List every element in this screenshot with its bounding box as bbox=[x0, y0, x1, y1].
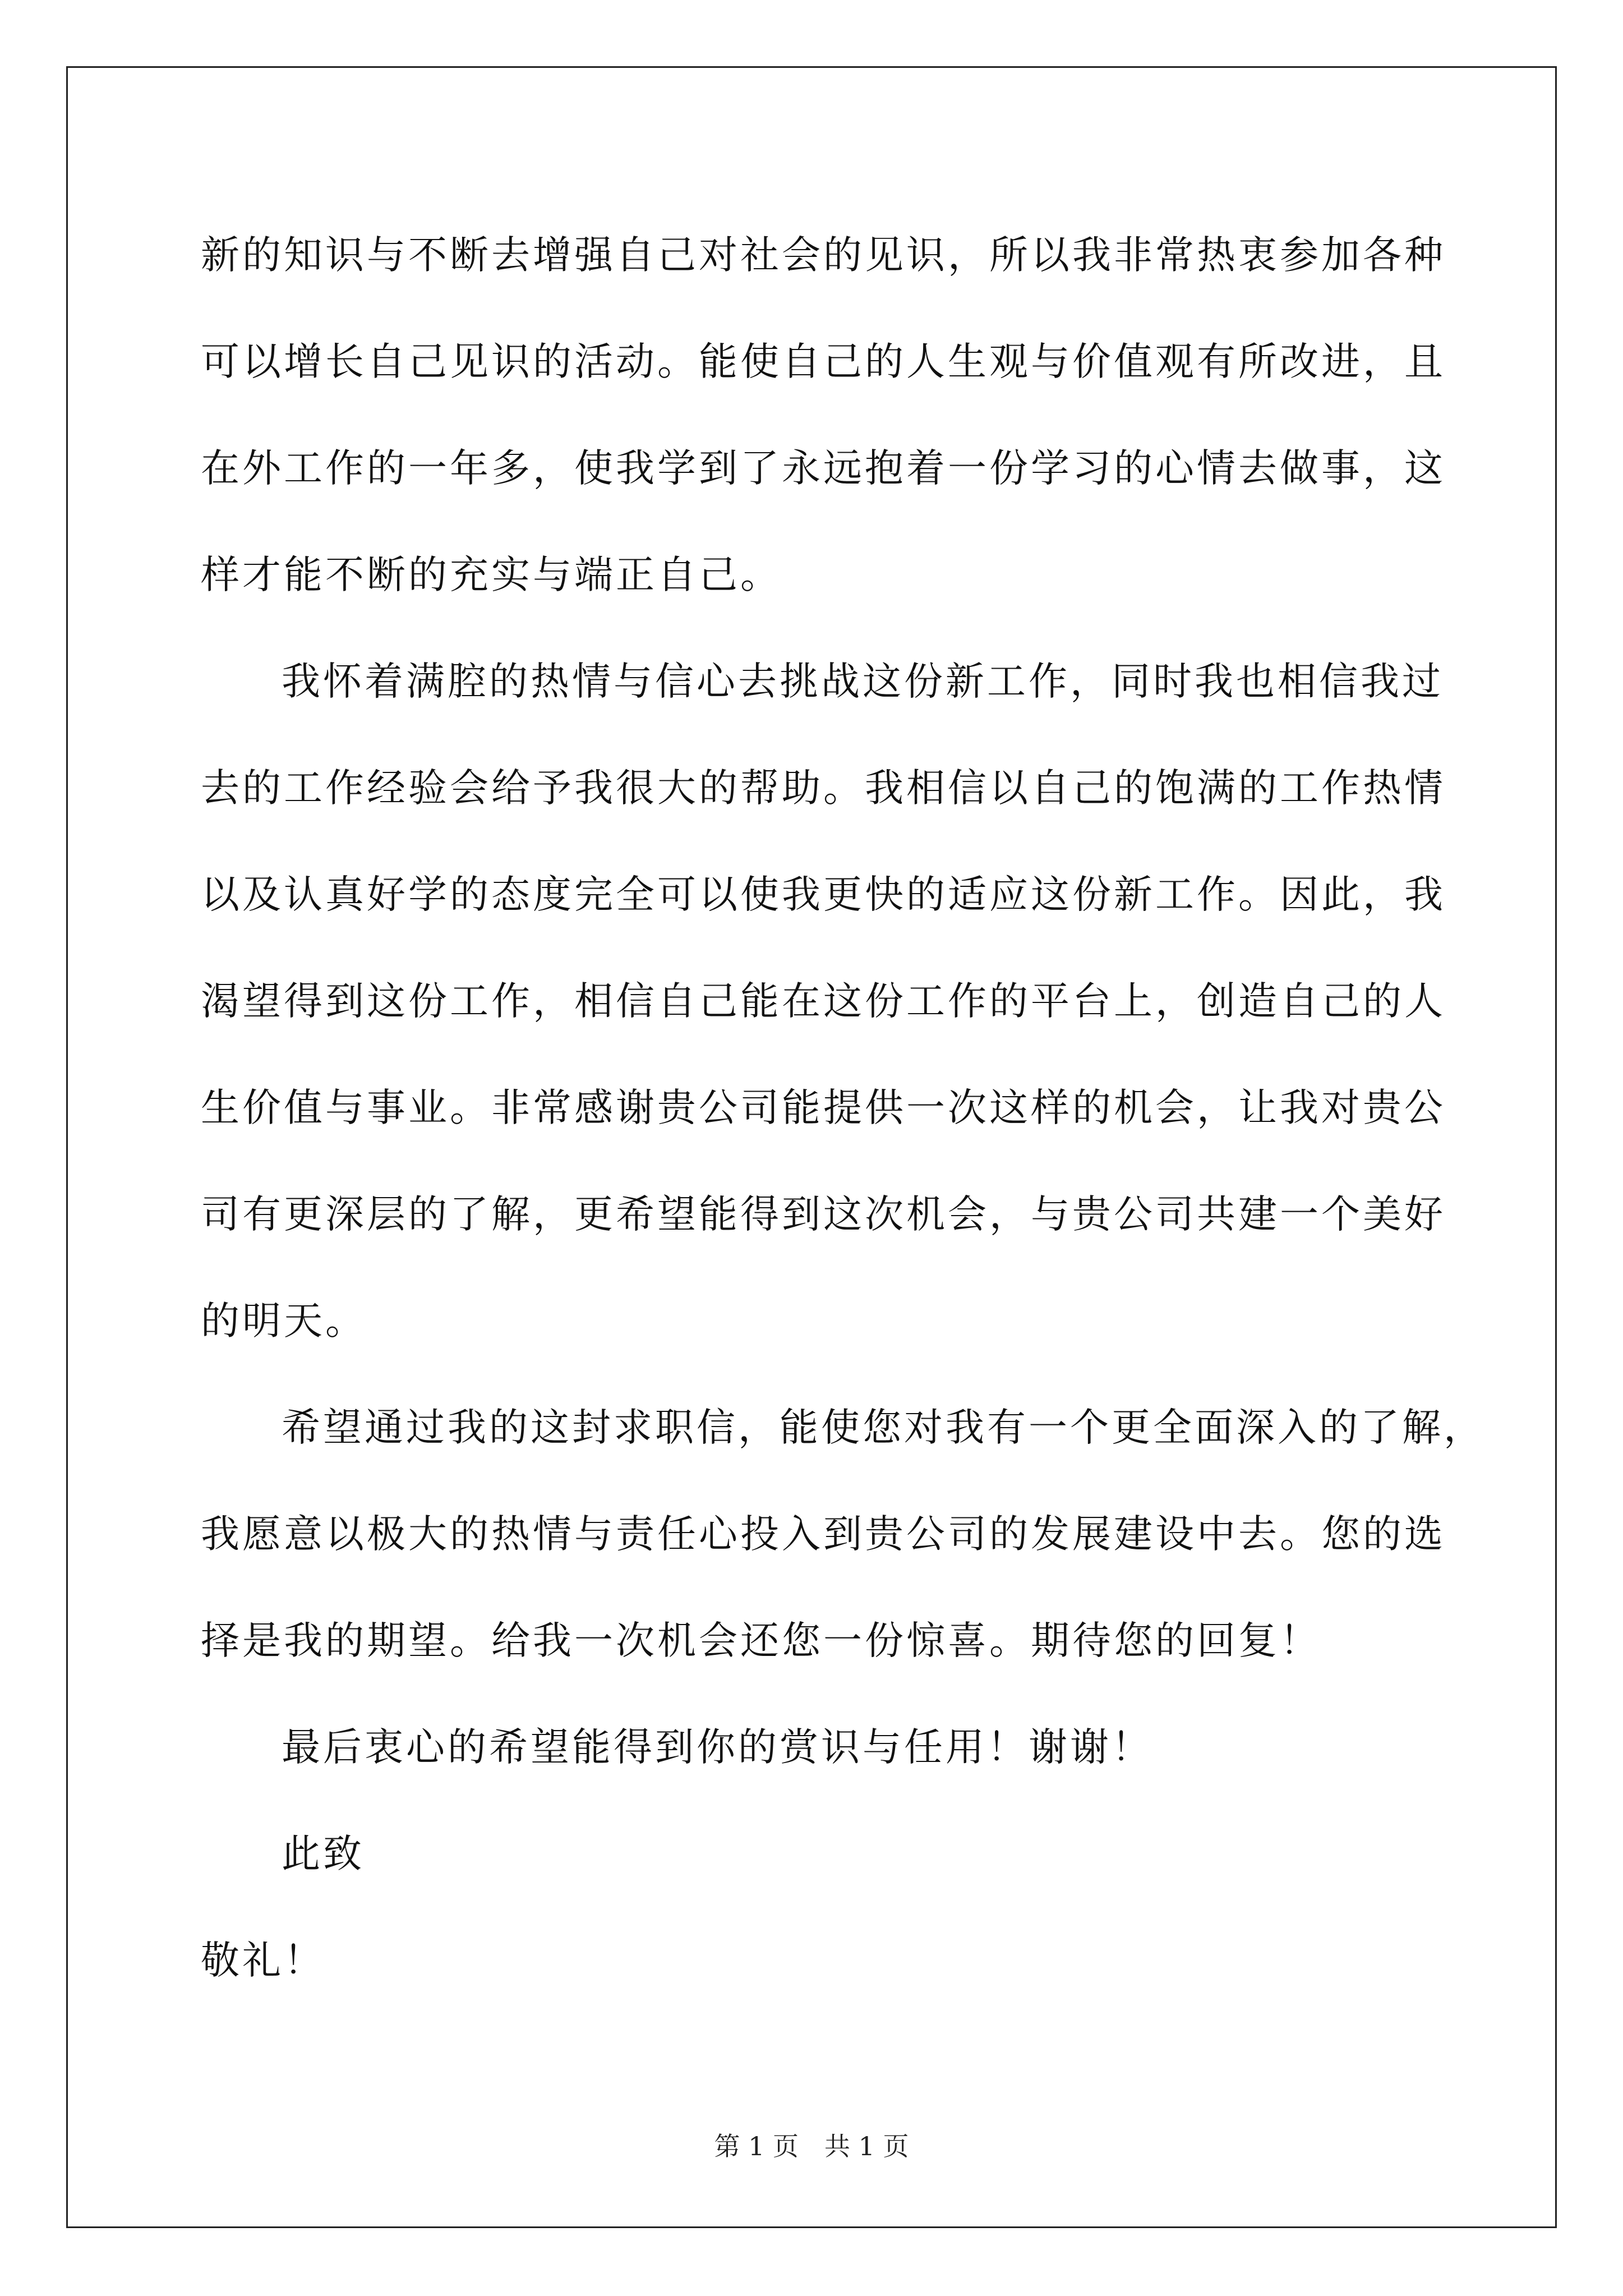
text-line: 可以增长自己见识的活动。能使自己的人生观与价值观有所改进，且 bbox=[201, 339, 1446, 384]
text-line: 生价值与事业。非常感谢贵公司能提供一次这样的机会，让我对贵公 bbox=[201, 1085, 1446, 1130]
page-footer: 第 1 页 共 1 页 bbox=[714, 2131, 909, 2161]
text-line: 择是我的期望。给我一次机会还您一份惊喜。期待您的回复！ bbox=[201, 1618, 1321, 1663]
text-line: 我怀着满腔的热情与信心去挑战这份新工作，同时我也相信我过 bbox=[282, 659, 1444, 704]
text-line: 我愿意以极大的热情与责任心投入到贵公司的发展建设中去。您的选 bbox=[201, 1512, 1446, 1557]
text-line: 在外工作的一年多，使我学到了永远抱着一份学习的心情去做事，这 bbox=[201, 446, 1446, 491]
text-line: 以及认真好学的态度完全可以使我更快的适应这份新工作。因此，我 bbox=[201, 872, 1446, 917]
text-line: 样才能不断的充实与端正自己。 bbox=[201, 553, 782, 597]
salutation-line: 敬礼！ bbox=[201, 1938, 325, 1983]
text-line: 的明天。 bbox=[201, 1299, 367, 1343]
text-line: 司有更深层的了解，更希望能得到这次机会，与贵公司共建一个美好 bbox=[201, 1192, 1446, 1237]
letter-body bbox=[201, 202, 1485, 2014]
closing-line: 最后衷心的希望能得到你的赏识与任用！谢谢！ bbox=[282, 1725, 1153, 1770]
text-line: 渴望得到这份工作，相信自己能在这份工作的平台上，创造自己的人 bbox=[201, 979, 1446, 1024]
text-line: 去的工作经验会给予我很大的帮助。我相信以自己的饱满的工作热情 bbox=[201, 766, 1446, 811]
text-line: 希望通过我的这封求职信，能使您对我有一个更全面深入的了解， bbox=[282, 1405, 1485, 1450]
text-line: 新的知识与不断去增强自己对社会的见识，所以我非常热衷参加各种 bbox=[201, 233, 1446, 278]
salutation-line: 此致 bbox=[282, 1832, 365, 1876]
